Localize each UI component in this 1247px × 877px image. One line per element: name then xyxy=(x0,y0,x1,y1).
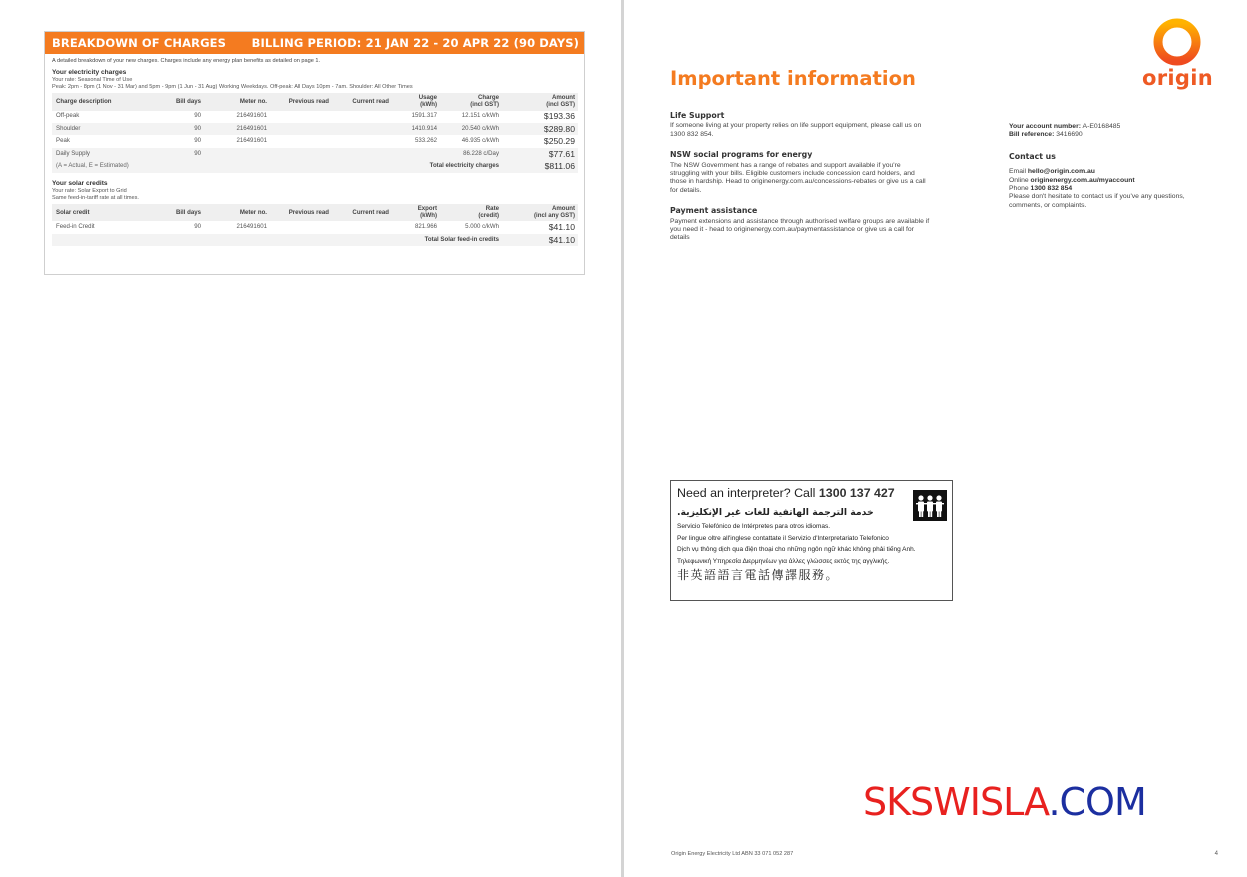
electricity-charges-title: Your electricity charges xyxy=(52,68,127,76)
phone-label: Phone xyxy=(1009,185,1029,193)
billing-period: BILLING PERIOD: 21 JAN 22 - 20 APR 22 (90 DAYS) xyxy=(251,36,579,50)
table-row xyxy=(52,123,578,135)
usage: 1591.317 xyxy=(411,112,437,120)
usage: 1410.914 xyxy=(392,123,440,135)
account-number: A-E0168485 xyxy=(1082,123,1121,130)
payment-assistance-text: Payment extensions and assistance through authorised welfare groups are available if you need it - head to originenergy.com.au/paymentassistance or give us a call for details xyxy=(670,217,930,242)
info-left-column xyxy=(670,112,930,255)
phone-number: 1300 832 854 xyxy=(1030,185,1073,193)
bill-days: 90 xyxy=(194,223,201,231)
interpreter-arabic: خدمة الترجمة الهاتفية للغات غير الإنكليزية. xyxy=(677,507,874,518)
interpreter-people-icon xyxy=(913,490,947,521)
current-read xyxy=(332,123,392,135)
col-previous-read: Previous read xyxy=(270,93,332,110)
solar-note: Same feed-in-tariff rate at all times. xyxy=(52,194,139,201)
previous-read xyxy=(270,135,332,147)
watermark-red: SKSWISLA xyxy=(863,780,1049,824)
interpreter-box xyxy=(670,480,953,601)
interpreter-spanish: Servicio Telefónico de Intérpretes para otros idiomas. xyxy=(677,523,831,530)
solar-desc: Feed-in Credit xyxy=(56,223,95,231)
interpreter-greek: Τηλεφωνική Υπηρεσία Διερμηνέων για άλλες γλώσσες εκτός της αγγλικής. xyxy=(677,557,890,565)
contact-note: Please don't hesitate to contact us if you've any questions, comments, or complaints. xyxy=(1009,193,1185,209)
interpreter-head-text: Need an interpreter? Call xyxy=(677,486,816,500)
total-row xyxy=(52,234,578,246)
breakdown-of-charges-panel xyxy=(44,31,585,275)
contact-email-line xyxy=(1009,168,1209,176)
payment-assistance-title: Payment assistance xyxy=(670,206,758,216)
total-solar-amount: $41.10 xyxy=(502,234,578,246)
col-solar-credit: Solar credit xyxy=(52,204,160,221)
breakdown-intro: A detailed breakdown of your new charges. Charges include any energy plan benefits as detailed on page 1. xyxy=(52,58,321,64)
nsw-programs-text: The NSW Government has a range of rebates and support available if you're struggling with your bills. Eligible customers include concession card holders, and those in hardship. Head to originenergy.com.au/concessions-rebates or give us a call for details. xyxy=(670,161,926,194)
col-previous-read: Previous read xyxy=(270,204,332,221)
bill-days: 90 xyxy=(194,112,201,120)
col-current-read: Current read xyxy=(332,93,392,110)
col-export-label: Export (kWh) xyxy=(417,205,437,219)
amount: $77.61 xyxy=(502,148,578,160)
bill-reference-label: Bill reference: xyxy=(1009,131,1055,139)
page-4 xyxy=(624,0,1247,877)
total-electricity-amount: $811.06 xyxy=(502,160,578,172)
col-amount-label: Amount (incl GST) xyxy=(546,94,575,108)
account-number-label: Your account number: xyxy=(1009,123,1082,130)
meter-no: 216491601 xyxy=(236,223,267,231)
meter-no: 216491601 xyxy=(236,137,267,145)
col-usage xyxy=(392,93,440,110)
col-meter-no: Meter no. xyxy=(204,93,270,110)
important-information-title: Important information xyxy=(670,67,916,90)
solar-credits-table xyxy=(52,204,578,246)
col-amount xyxy=(502,93,578,110)
breakdown-title: BREAKDOWN OF CHARGES xyxy=(52,36,226,50)
bill-days: 90 xyxy=(194,137,201,145)
credit-rate: 5.000 c/kWh xyxy=(465,223,499,231)
amount: $250.29 xyxy=(543,136,575,147)
charge-desc: Daily Supply xyxy=(52,148,160,160)
electricity-rate: Your rate: Seasonal Time of Use xyxy=(52,77,133,84)
online-link[interactable]: originenergy.com.au/myaccount xyxy=(1030,176,1135,184)
bill-reference: 3416690 xyxy=(1056,131,1083,139)
current-read xyxy=(332,148,392,160)
email-link[interactable]: hello@origin.com.au xyxy=(1027,168,1095,176)
current-read xyxy=(332,135,392,147)
previous-read xyxy=(270,148,332,160)
account-number-line xyxy=(1009,123,1209,131)
total-electricity-label: Total electricity charges xyxy=(392,160,502,172)
col-rate-label: Rate (credit) xyxy=(478,205,499,219)
nsw-programs-title: NSW social programs for energy xyxy=(670,150,813,160)
breakdown-header xyxy=(45,32,584,54)
read-type-legend: (A = Actual, E = Estimated) xyxy=(52,160,392,172)
life-support-title: Life Support xyxy=(670,111,725,120)
spacer-cell xyxy=(52,234,392,246)
interpreter-italian: Per lingue oltre all'inglese contattate il Servizio d'Interpretariato Telefonico xyxy=(677,534,889,542)
origin-logo-text: origin xyxy=(1142,66,1213,90)
interpreter-chinese: 非英語語言電話傳譯服務。 xyxy=(677,568,840,583)
electricity-charges-table xyxy=(52,93,578,172)
peak-times-note: Peak: 2pm - 8pm (1 Nov - 31 Mar) and 5pm - 9pm (1 Jun - 31 Aug) Working Weekdays. Off-peak: All Days 10pm - 7am. Shoulder: All Other Times xyxy=(52,83,413,90)
charge-rate: 20.540 c/kWh xyxy=(440,123,502,135)
footer-abn: Origin Energy Electricity Ltd ABN 33 071 052 287 xyxy=(671,851,794,857)
solar-credits-title: Your solar credits xyxy=(52,179,108,187)
col-export xyxy=(392,204,440,221)
usage: 533.262 xyxy=(414,137,437,145)
email-label: Email xyxy=(1009,168,1026,176)
export: 821.966 xyxy=(414,223,437,231)
page-3 xyxy=(0,0,621,877)
origin-logo-icon xyxy=(1151,16,1203,68)
col-charge-description: Charge description xyxy=(52,93,160,110)
interpreter-heading xyxy=(677,486,947,500)
origin-logo xyxy=(1142,16,1212,90)
contact-us-title: Contact us xyxy=(1009,151,1056,161)
total-row xyxy=(52,160,578,172)
charge-rate: 46.935 c/kWh xyxy=(461,137,499,145)
col-usage-label: Usage (kWh) xyxy=(418,94,437,108)
charge-rate: 86.228 c/Day xyxy=(440,148,502,160)
current-read xyxy=(332,111,392,123)
contact-phone-line xyxy=(1009,185,1209,193)
interpreter-phone: 1300 137 427 xyxy=(818,486,895,500)
interpreter-vietnamese: Dịch vụ thông dịch qua điện thoại cho những ngôn ngữ khác không phải tiếng Anh. xyxy=(677,546,916,554)
charge-desc: Shoulder xyxy=(52,123,160,135)
meter-no: 216491601 xyxy=(204,123,270,135)
charge-desc: Peak xyxy=(56,137,70,145)
col-amount xyxy=(502,204,578,221)
charge-rate: 12.151 c/kWh xyxy=(461,112,499,120)
contact-online-line xyxy=(1009,177,1209,185)
table-header-row xyxy=(52,93,578,110)
col-bill-days: Bill days xyxy=(160,204,204,221)
table-header-row xyxy=(52,204,578,221)
table-row xyxy=(52,111,578,123)
amount: $193.36 xyxy=(543,111,575,122)
col-meter-no: Meter no. xyxy=(204,204,270,221)
solar-rate: Your rate: Solar Export to Grid xyxy=(52,188,127,195)
col-rate xyxy=(440,204,502,221)
table-row xyxy=(52,148,578,160)
meter-no: 216491601 xyxy=(236,112,267,120)
watermark xyxy=(863,780,1146,824)
bill-days: 90 xyxy=(160,148,204,160)
previous-read xyxy=(270,221,332,233)
usage xyxy=(392,148,440,160)
previous-read xyxy=(270,111,332,123)
col-charge-label: Charge (incl GST) xyxy=(470,94,499,108)
col-current-read: Current read xyxy=(332,204,392,221)
charge-desc: Off-peak xyxy=(56,112,80,120)
amount: $41.10 xyxy=(548,222,575,233)
table-row xyxy=(52,221,578,233)
watermark-blue: .COM xyxy=(1048,780,1146,824)
life-support-text: If someone living at your property relies on life support equipment, please call us on 1300 832 854. xyxy=(670,122,922,138)
total-solar-label: Total Solar feed-in credits xyxy=(392,234,502,246)
online-label: Online xyxy=(1009,176,1029,184)
previous-read xyxy=(270,123,332,135)
page-number: 4 xyxy=(1214,851,1218,857)
col-bill-days: Bill days xyxy=(160,93,204,110)
bill-reference-line xyxy=(1009,131,1209,139)
table-row xyxy=(52,135,578,147)
col-amount-label: Amount (incl any GST) xyxy=(534,205,575,219)
bill-days: 90 xyxy=(160,123,204,135)
info-right-column xyxy=(1009,123,1209,210)
amount: $289.80 xyxy=(502,123,578,135)
col-charge xyxy=(440,93,502,110)
current-read xyxy=(332,221,392,233)
meter-no xyxy=(204,148,270,160)
